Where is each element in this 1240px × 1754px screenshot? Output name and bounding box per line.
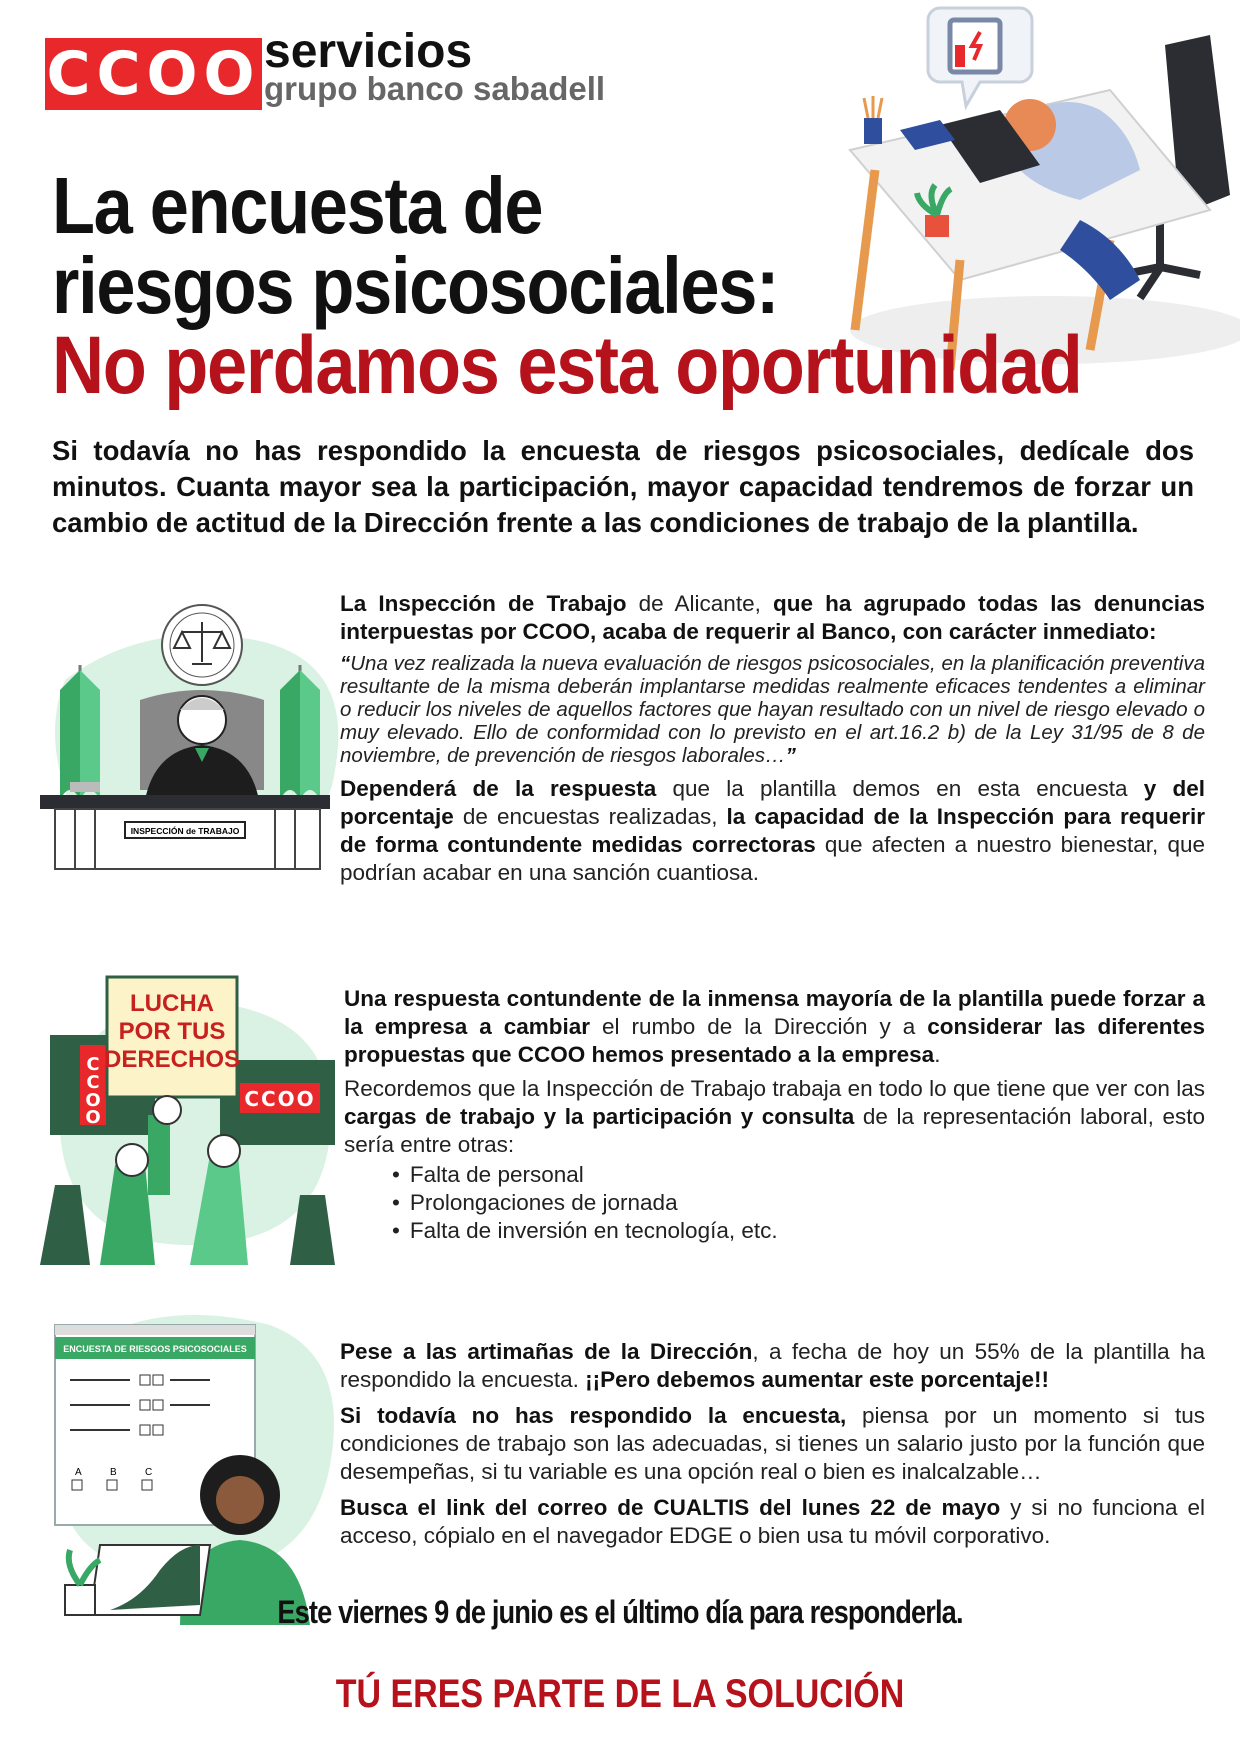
section-1-paragraph-2: Dependerá de la respuesta que la plantilla demos en esta encuesta y del porcentaje de encuestas realizadas, la capacidad de la Inspección para requerir de forma contundente medidas correctoras que afecten a nuestro bienestar, que podrían acabar en una sanción cuantiosa. (340, 776, 1205, 885)
issues-list (344, 1161, 1205, 1245)
title-line-2: riesgos psicosociales: (52, 241, 779, 330)
section-3-paragraph-2: Si todavía no has respondido la encuesta, piensa por un momento si tus condiciones de trabajo son las adecuadas, si tienes un salario justo por la función que desempeñas, si tu variable es una opción real o bien es inalcalzable… (340, 1403, 1205, 1484)
section-1-text (340, 590, 1205, 887)
section-1-paragraph-1: La Inspección de Trabajo de Alicante, que ha agrupado todas las denuncias interpuestas por CCOO, acaba de requerir al Banco, con carácter inmediato: (340, 591, 1205, 644)
section-2-paragraph-2: Recordemos que la Inspección de Trabajo trabaja en todo lo que tiene que ver con las cargas de trabajo y la participación y consulta de la representación laboral, esto sería entre otras: (344, 1076, 1205, 1157)
inspection-nameplate: INSPECCIÓN de TRABAJO (130, 826, 240, 836)
title-line-1: La encuesta de (52, 161, 543, 250)
list-item: • Falta de inversión en tecnología, etc. (392, 1217, 1205, 1245)
ccoo-logo (45, 38, 262, 110)
brand-line-2: grupo banco sabadell (264, 70, 606, 107)
survey-option-b: B (110, 1467, 117, 1478)
list-item: • Falta de personal (392, 1161, 1205, 1189)
section-2-text (344, 985, 1205, 1245)
brand-line-1: servicios (264, 25, 473, 78)
sign-line-1: LUCHA (130, 990, 214, 1017)
judge-illustration (35, 600, 340, 890)
slogan: TÚ ERES PARTE DE LA SOLUCIÓN (335, 1672, 905, 1716)
survey-illustration (40, 1295, 340, 1625)
svg-text:C: C (86, 1054, 100, 1075)
section-3-paragraph-3: Busca el link del correo de CUALTIS del lunes 22 de mayo y si no funciona el acceso, cópialo en el navegador EDGE o bien usa tu móvil corporativo. (340, 1495, 1205, 1548)
survey-header: ENCUESTA DE RIESGOS PSICOSOCIALES (63, 1344, 247, 1354)
svg-text:O: O (85, 1090, 101, 1111)
inspection-quote: “Una vez realizada la nueva evaluación de riesgos psicosociales, en la planificación preventiva resultante de la misma deberán implantarse medidas realmente eficaces tendentes a eliminar o reducir los niveles de aquellos factores que hayan resultado con un nivel de riesgo elevado o muy elevado. Ello de conformidad con lo previsto en el art.16.2 b) de la Ley 31/95 de 8 de noviembre, de prevención de riesgos laborales…” (340, 652, 1205, 767)
survey-option-a: A (75, 1467, 82, 1478)
protest-illustration (40, 975, 340, 1265)
sign-line-2: POR TUS (118, 1018, 226, 1045)
survey-option-c: C (145, 1467, 153, 1478)
section-3-paragraph-1: Pese a las artimañas de la Dirección, a fecha de hoy un 55% de la plantilla ha respondido la encuesta. ¡¡Pero debemos aumentar este porcentaje!! (340, 1339, 1205, 1392)
section-2-paragraph-1: Una respuesta contundente de la inmensa mayoría de la plantilla puede forzar a la empresa a cambiar el rumbo de la Dirección y a considerar las diferentes propuestas que CCOO hemos presentado a la empresa. (344, 986, 1205, 1067)
svg-text:C: C (86, 1072, 100, 1093)
intro-paragraph: Si todavía no has respondido la encuesta de riesgos psicosociales, dedícale dos minutos. Cuanta mayor sea la participación, mayor capacidad tendremos de forzar un cambio de actitud de la Dirección frente a las condiciones de trabajo de la plantilla. (52, 435, 1194, 538)
svg-text:O: O (85, 1107, 101, 1128)
protest-banner-ccoo: CCOO (244, 1087, 316, 1111)
logo-text: CCOO (46, 39, 261, 109)
list-item: • Prolongaciones de jornada (392, 1189, 1205, 1217)
section-3-text (340, 1338, 1205, 1550)
sign-line-3: DERECHOS (103, 1046, 241, 1073)
title-line-3: No perdamos esta oportunidad (52, 320, 1082, 411)
deadline-notice: Este viernes 9 de junio es el último día para responderla. (277, 1594, 963, 1630)
